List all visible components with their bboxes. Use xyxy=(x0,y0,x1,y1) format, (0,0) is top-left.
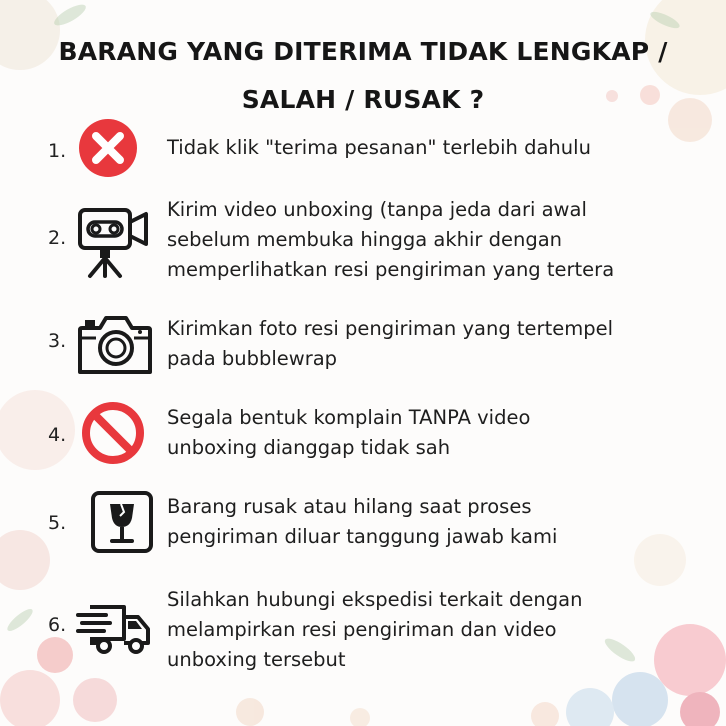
list-item-text-line: Barang rusak atau hilang saat proses xyxy=(167,495,532,518)
list-item-text-line: memperlihatkan resi pengiriman yang tertera xyxy=(167,258,615,281)
list-item-number: 2. xyxy=(48,227,67,249)
list-item-text-line: Segala bentuk komplain TANPA video xyxy=(167,406,531,429)
page-title-line-1: BARANG YANG DITERIMA TIDAK LENGKAP / xyxy=(58,37,668,66)
list-item-text xyxy=(167,314,715,374)
list-item-text-line: Kirimkan foto resi pengiriman yang tertempel xyxy=(167,317,614,340)
list-item-text-line: melampirkan resi pengiriman dan video xyxy=(167,618,557,641)
delivery-truck-icon xyxy=(76,603,156,655)
list-item-text xyxy=(167,492,715,552)
prohibited-icon xyxy=(76,400,156,466)
fragile-glass-icon xyxy=(76,490,156,554)
list-item-number: 4. xyxy=(48,424,67,446)
list-item-text-line: Silahkan hubungi ekspedisi terkait dengan xyxy=(167,588,583,611)
list-item-number: 1. xyxy=(48,140,67,162)
list-item-text-line: unboxing tersebut xyxy=(167,648,346,671)
list-item-text xyxy=(167,195,715,285)
list-item-text xyxy=(167,403,715,463)
list-item-text-line: pada bubblewrap xyxy=(167,347,338,370)
list-item-text-line: pengiriman diluar tanggung jawab kami xyxy=(167,525,558,548)
list-item-number: 6. xyxy=(48,614,67,636)
list-item-text-line: sebelum membuka hingga akhir dengan xyxy=(167,228,563,251)
video-camera-icon xyxy=(76,200,156,280)
list-item-number: 5. xyxy=(48,512,67,534)
red-x-circle-icon xyxy=(76,118,156,178)
list-item-text xyxy=(167,133,715,163)
page-title-line-2: SALAH / RUSAK ? xyxy=(241,85,485,114)
list-item-text-line: Tidak klik "terima pesanan" terlebih dahulu xyxy=(167,136,591,159)
list-item-number: 3. xyxy=(48,330,67,352)
list-item-text xyxy=(167,585,715,675)
page-title xyxy=(0,28,726,124)
photo-camera-icon xyxy=(76,310,156,376)
list-item-text-line: Kirim video unboxing (tanpa jeda dari awal xyxy=(167,198,587,221)
list-item-text-line: unboxing dianggap tidak sah xyxy=(167,436,451,459)
